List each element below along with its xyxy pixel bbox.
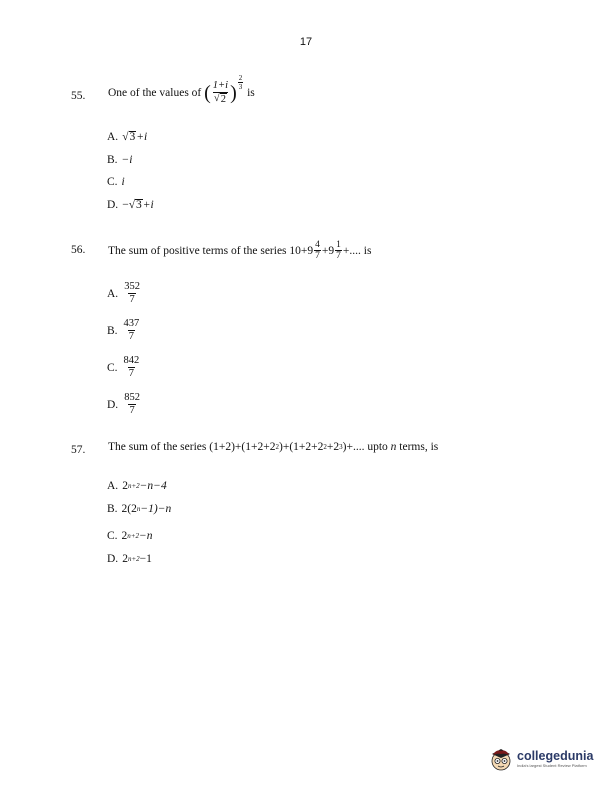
option-55-a[interactable]: A. √ 3 +i — [107, 131, 148, 143]
option-57-d[interactable]: D. 2 n+2 −1 — [107, 553, 152, 565]
question-number: 55. — [71, 90, 86, 102]
option-56-d[interactable]: D. $\frac{852}{7}$ — [107, 392, 140, 416]
option-57-a[interactable]: A. 2 n+2 −n−4 — [107, 480, 167, 492]
option-56-b[interactable]: B. $\frac{437}{7}$ — [107, 318, 140, 342]
logo-name: collegedunia — [517, 748, 594, 763]
option-55-b[interactable]: B. −i — [107, 154, 133, 166]
mascot-icon — [488, 745, 514, 773]
option-57-c[interactable]: C. 2 n+2 −n — [107, 530, 153, 542]
option-55-c[interactable]: C. i — [107, 176, 125, 188]
question-text: One of the values of ( 1+i √ 2 ) $\frac{2}{3}$ is — [108, 74, 255, 105]
question-number: 56. — [71, 244, 86, 256]
question-text: The sum of positive terms of the series 10+9 $\frac{4}{7}$ +9 $\frac{1}{7}$ +.... is — [108, 240, 372, 261]
page-number: 17 — [299, 36, 313, 48]
collegedunia-logo — [488, 744, 600, 774]
option-57-b[interactable]: B. 2(2 n −1)−n — [107, 503, 172, 515]
question-number: 57. — [71, 444, 86, 456]
option-55-d[interactable]: D. − √ 3 +i — [107, 199, 154, 211]
exponent: $\frac{2}{3}$ — [238, 74, 243, 91]
option-56-c[interactable]: C. $\frac{842}{7}$ — [107, 355, 140, 379]
fraction: 1+i √ 2 — [212, 80, 229, 105]
logo-tagline: India's largest Student Review Platform — [517, 762, 587, 768]
question-text: The sum of the series (1+2) + (1+2+2 2 ) + (1+2+2 2 +2 3 ) +.... upto n terms, is — [108, 441, 439, 453]
option-56-a[interactable]: A. $\frac{352}{7}$ — [107, 281, 140, 305]
